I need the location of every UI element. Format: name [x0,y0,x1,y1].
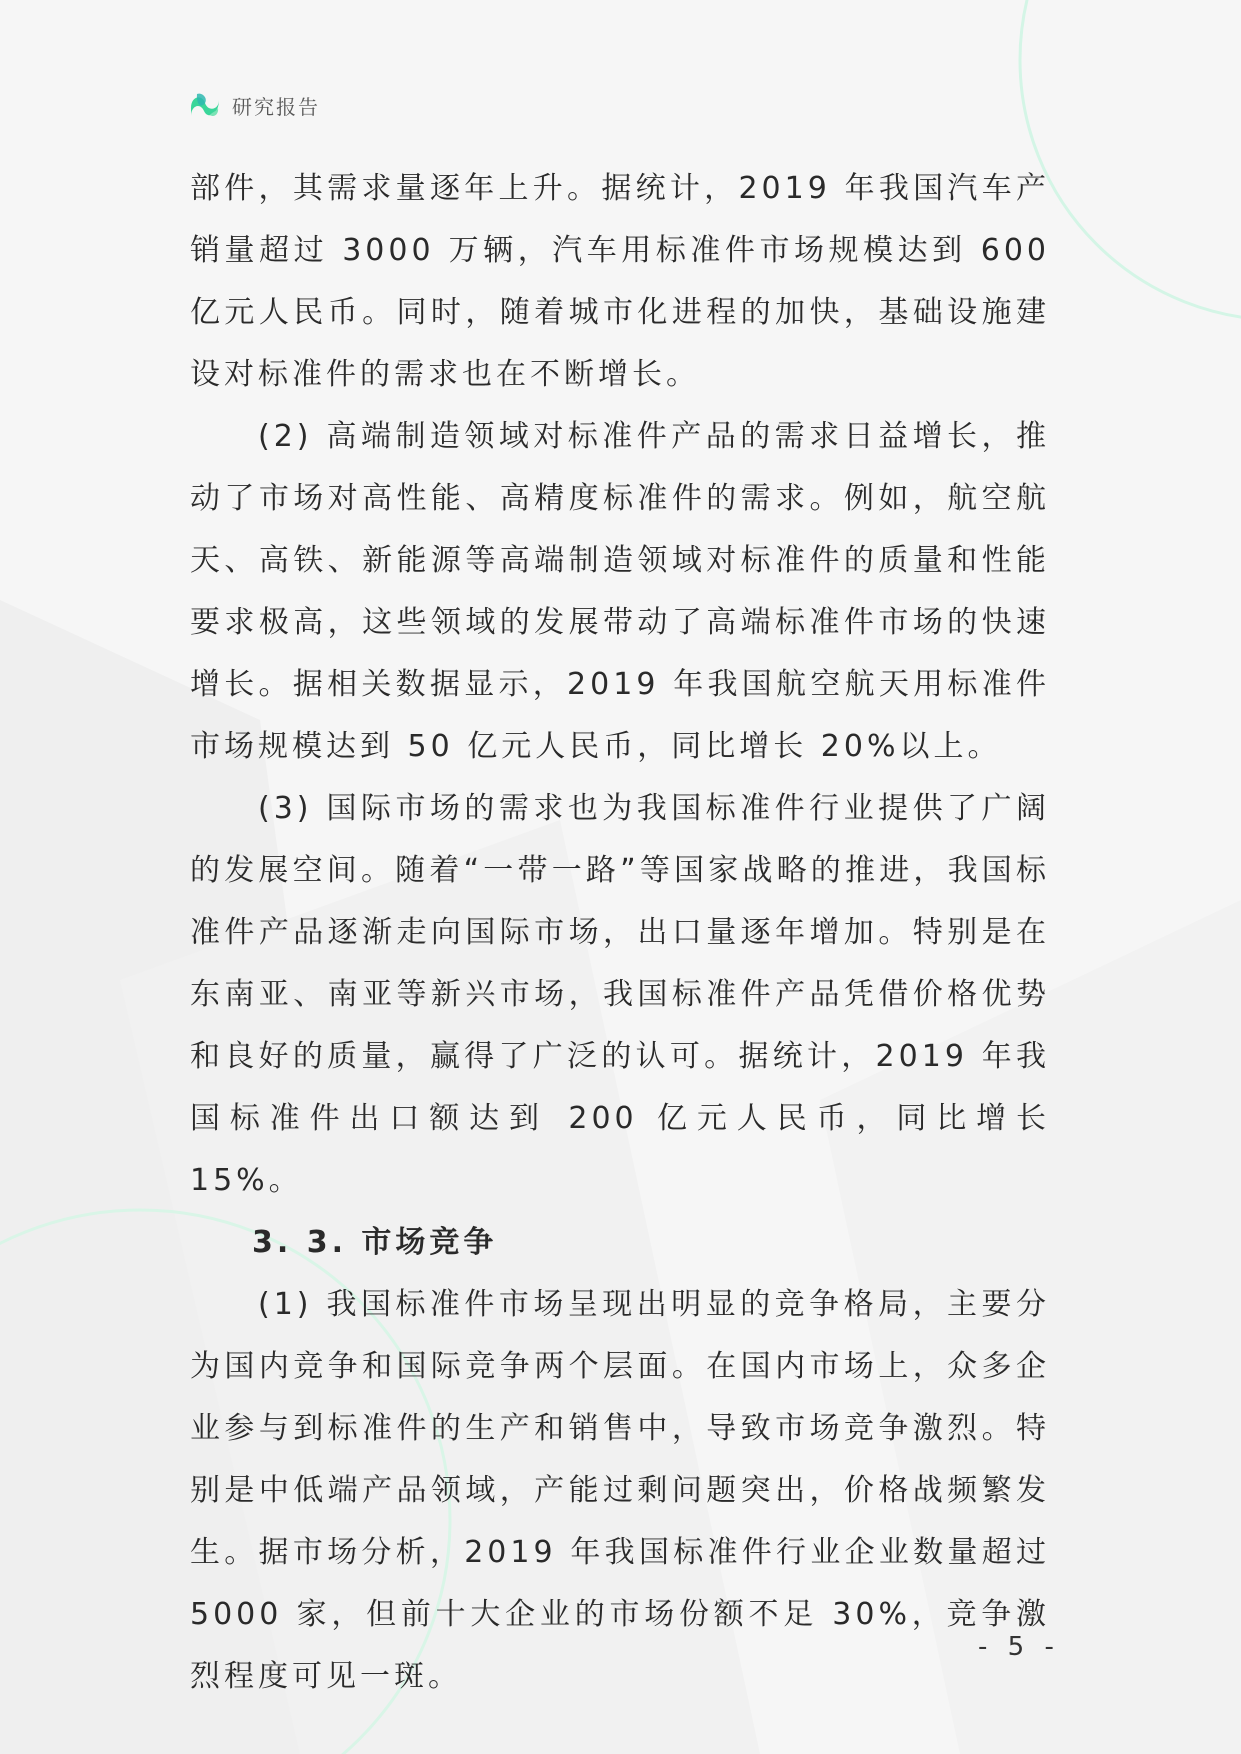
brand-logo-icon [188,88,222,122]
body-text [190,158,1050,1708]
report-header [188,88,320,122]
paragraph: 部件，其需求量逐年上升。据统计，2019 年我国汽车产销量超过 3000 万辆，汽车用标准件市场规模达到 600 亿元人民币。同时，随着城市化进程的加快，基础设施建设对标准件的需求也在不断增长。 [190,171,1050,392]
report-title: 研究报告 [232,94,320,119]
paragraph: (2) 高端制造领域对标准件产品的需求日益增长，推动了市场对高性能、高精度标准件的需求。例如，航空航天、高铁、新能源等高端制造领域对标准件的质量和性能要求极高，这些领域的发展带动了高端标准件市场的快速增长。据相关数据显示，2019 年我国航空航天用标准件市场规模达到 50 亿元人民币，同比增长 20%以上。 [190,419,1050,764]
page-number: - 5 - [978,1632,1060,1662]
section-heading: 3. 3. 市场竞争 [252,1225,498,1260]
paragraph: (3) 国际市场的需求也为我国标准件行业提供了广阔的发展空间。随着“一带一路”等国家战略的推进，我国标准件产品逐渐走向国际市场，出口量逐年增加。特别是在东南亚、南亚等新兴市场，我国标准件产品凭借价格优势和良好的质量，赢得了广泛的认可。据统计，2019 年我国标准件出口额达到 200 亿元人民币，同比增长 15%。 [190,791,1050,1198]
paragraph: (1) 我国标准件市场呈现出明显的竞争格局，主要分为国内竞争和国际竞争两个层面。在国内市场上，众多企业参与到标准件的生产和销售中，导致市场竞争激烈。特别是中低端产品领域，产能过剩问题突出，价格战频繁发生。据市场分析，2019 年我国标准件行业企业数量超过 5000 家，但前十大企业的市场份额不足 30%，竞争激烈程度可见一斑。 [190,1287,1050,1694]
